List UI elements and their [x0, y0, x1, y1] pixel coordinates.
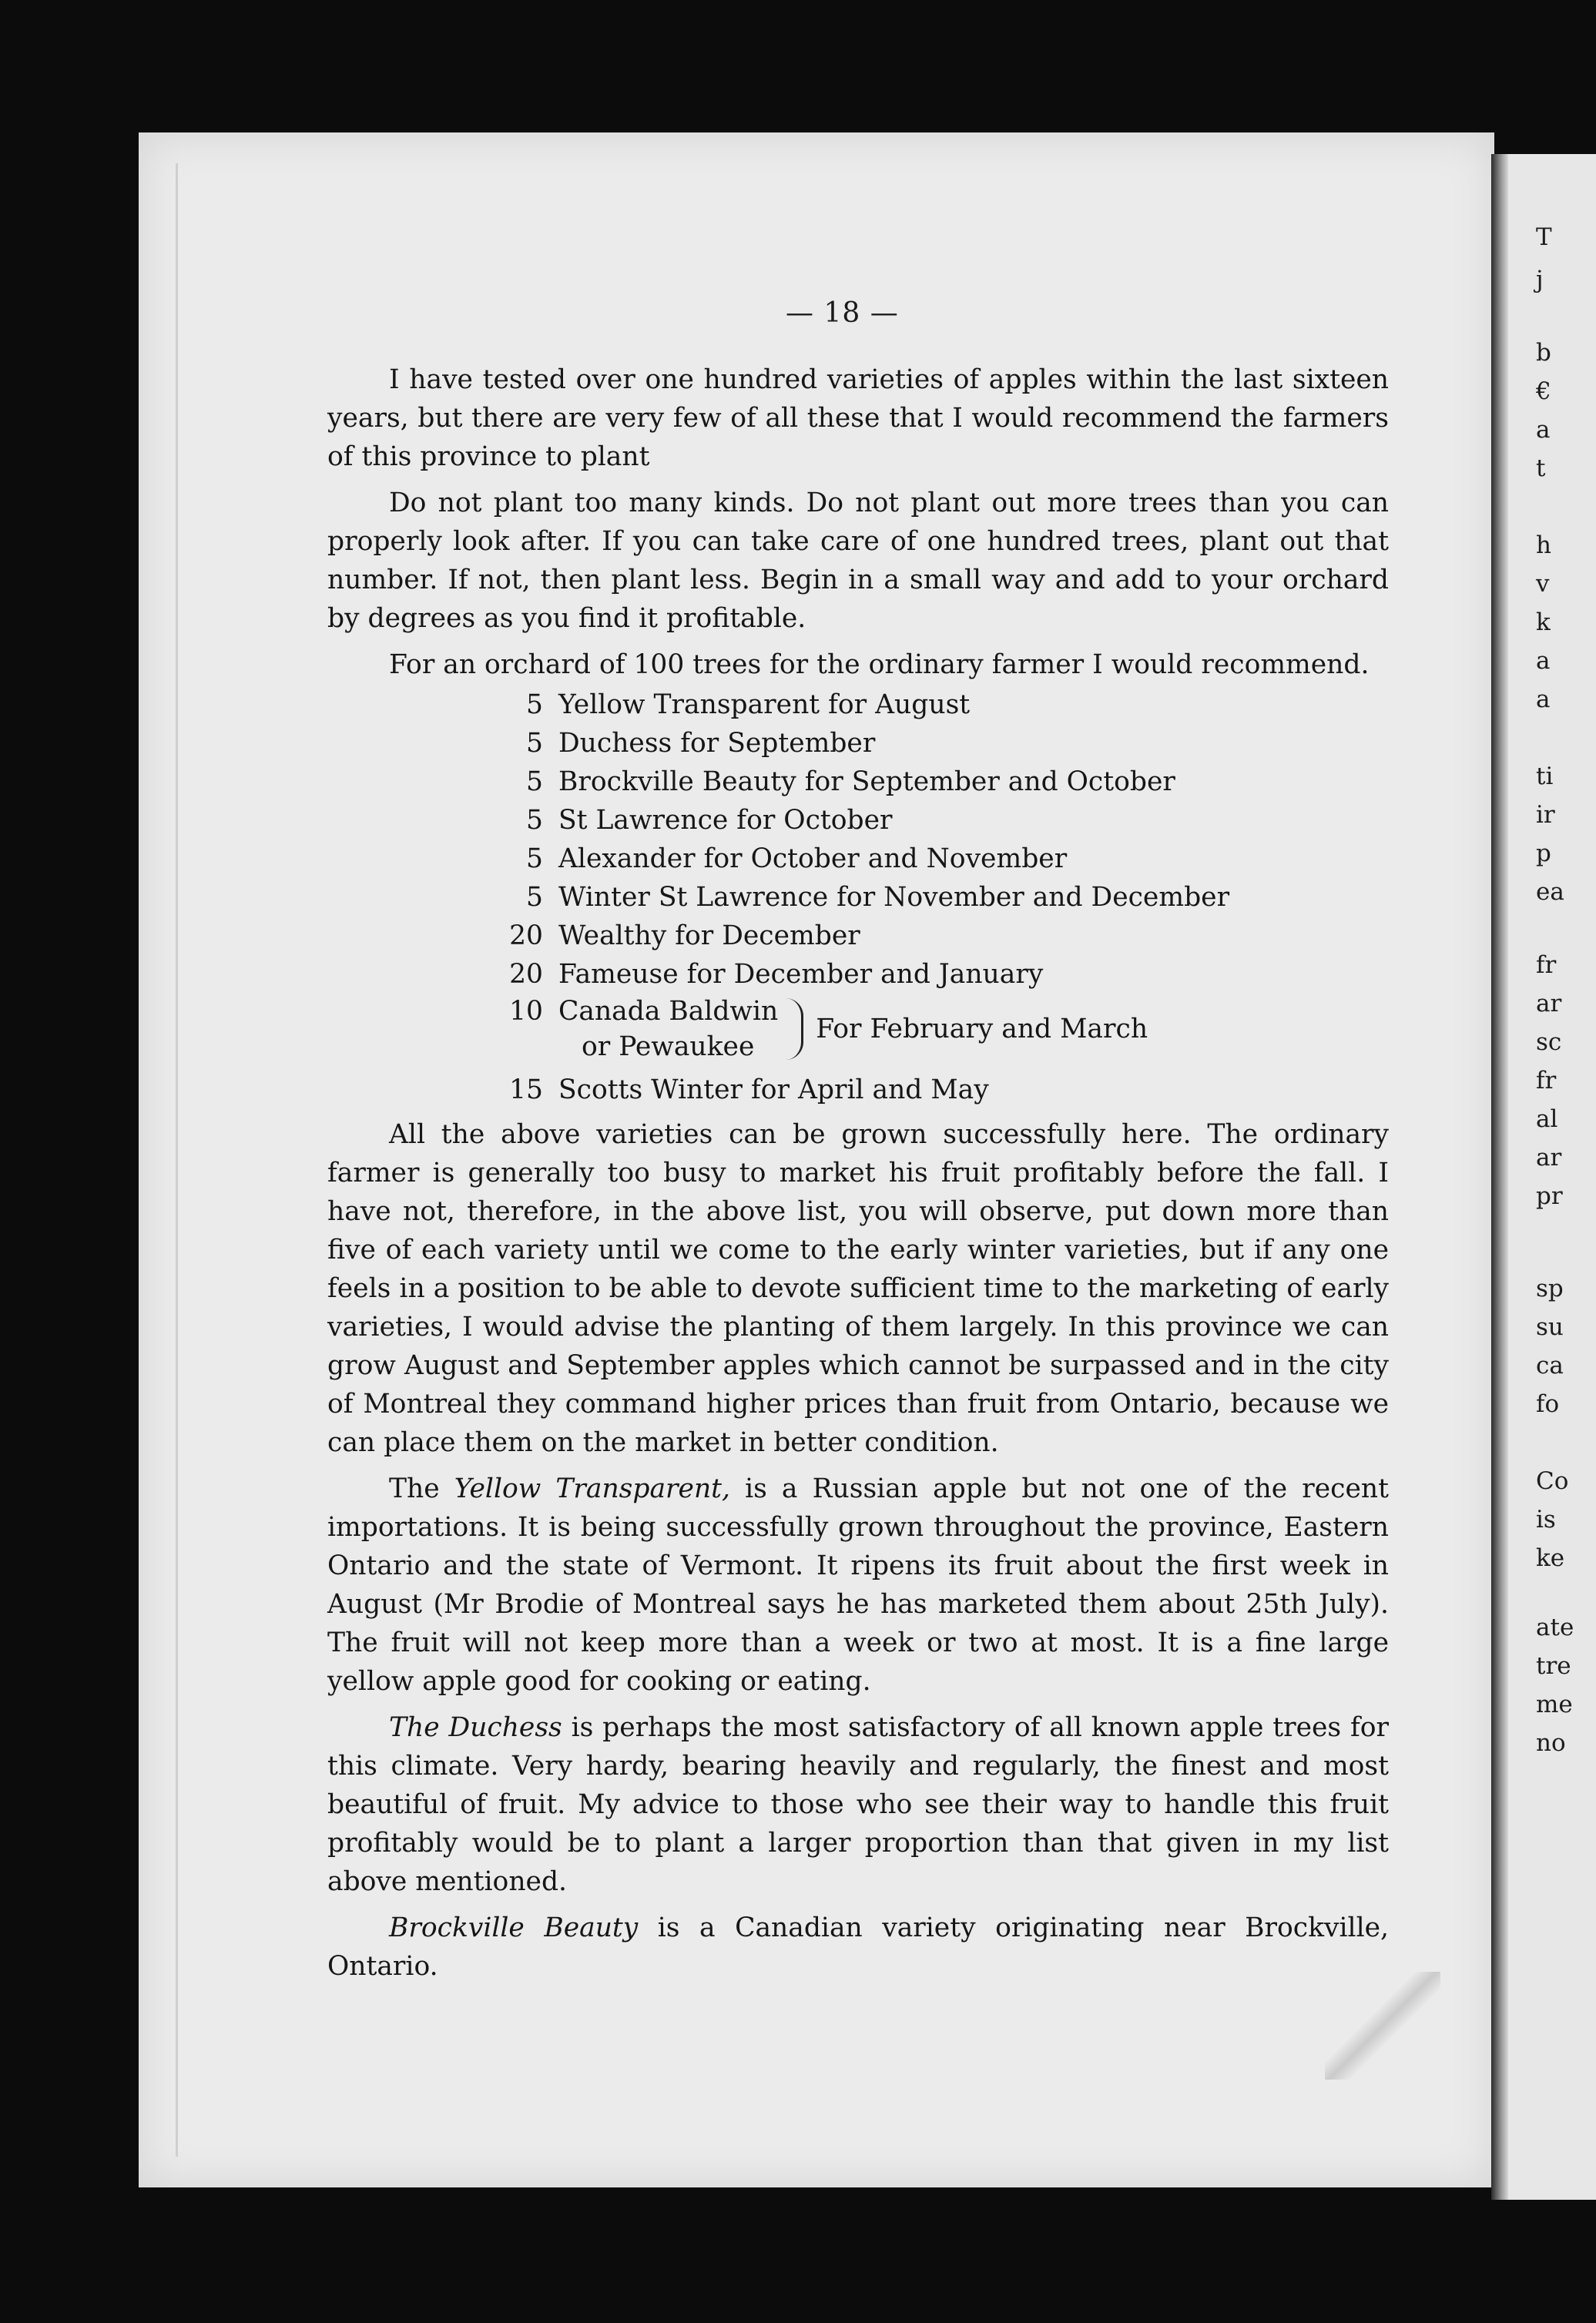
item-qty: 5	[526, 882, 543, 913]
item-text: Duchess for September	[558, 728, 876, 759]
facing-page-fragment: al	[1536, 1105, 1558, 1133]
facing-page-fragment: ca	[1536, 1352, 1564, 1379]
list-item-grouped	[327, 994, 1389, 1064]
item-qty: 5	[526, 728, 543, 759]
facing-page-fragment: k	[1536, 608, 1551, 636]
item-text: Yellow Transparent for August	[558, 689, 971, 720]
facing-page-fragment: ar	[1536, 990, 1562, 1017]
item-text: Winter St Lawrence for November and December	[558, 882, 1230, 913]
grouped-season: For February and March	[816, 1014, 1148, 1044]
facing-page-fragment: v	[1536, 570, 1550, 598]
facing-page-fragment: ti	[1536, 763, 1554, 790]
facing-page-fragment: a	[1536, 686, 1551, 713]
facing-page-fragment: a	[1536, 416, 1551, 444]
orchard-list	[327, 686, 1389, 1109]
item-qty: 5	[526, 843, 543, 874]
facing-page-fragment: €	[1536, 377, 1551, 405]
facing-page-fragment: is	[1536, 1506, 1556, 1534]
facing-page-fragment: sp	[1536, 1275, 1564, 1302]
item-text: Brockville Beauty for September and October	[558, 766, 1175, 797]
list-item	[327, 724, 1389, 763]
list-item	[327, 840, 1389, 878]
facing-page-fragment: fo	[1536, 1390, 1560, 1418]
item-text: St Lawrence for October	[558, 805, 893, 836]
facing-page-fragment: Co	[1536, 1467, 1569, 1495]
item-text: Fameuse for December and January	[558, 959, 1044, 990]
para-body: is a Russian apple but not one of the recent importations. It is being successfully grown throughout the province, Eastern Ontario and the state of Vermont. It ripens its fruit about the first week in August (Mr Brodie of Montreal says he has marketed them about 25th July). The fruit will not keep more than a week or two at most. It is a fine large yellow apple good for cooking or eating.	[327, 1473, 1389, 1697]
variety-title: The Duchess	[389, 1712, 562, 1743]
list-item	[327, 878, 1389, 917]
paragraph-duchess	[327, 1708, 1389, 1901]
page-number: — 18 —	[786, 297, 899, 329]
list-item	[327, 955, 1389, 994]
paragraph-brockville	[327, 1909, 1389, 1986]
list-item	[327, 1071, 1389, 1109]
list-item	[327, 801, 1389, 840]
facing-page-fragment: sc	[1536, 1028, 1562, 1056]
facing-page-fragment: fr	[1536, 951, 1557, 979]
item-qty: 15	[509, 1074, 543, 1105]
facing-page-fragment: t	[1536, 454, 1546, 482]
facing-page-fragment: pr	[1536, 1182, 1563, 1210]
grouped-names	[558, 994, 778, 1064]
facing-page-fragment: tre	[1536, 1652, 1571, 1680]
item-qty: 10	[509, 996, 543, 1027]
facing-page-fragment: ke	[1536, 1544, 1565, 1572]
variety-title: Brockville Beauty	[389, 1912, 639, 1943]
list-item	[327, 763, 1389, 801]
facing-page-fragment: T	[1536, 223, 1552, 251]
facing-page-fragment: h	[1536, 531, 1551, 559]
para-body: is a Canadian variety originating near Brockville, Ontario.	[327, 1912, 1389, 1982]
list-item	[327, 686, 1389, 724]
item-qty: 20	[509, 959, 543, 990]
paragraph-varieties: All the above varieties can be grown successfully here. The ordinary farmer is generally too busy to market his fruit profitably before the fall. I have not, therefore, in the above list, you will observe, put down more than five of each variety until we come to the early winter varieties, but if any one feels in a position to be able to devote sufficient time to the marketing of early varieties, I would advise the planting of them largely. In this province we can grow August and September apples which cannot be surpassed and in the city of Montreal they command higher prices than fruit from Ontario, because we can place them on the market in better condition.	[327, 1119, 1389, 1458]
paper-crease	[1325, 1972, 1440, 2080]
item-qty: 5	[526, 689, 543, 720]
curly-brace-icon	[786, 998, 803, 1060]
paragraph-intro: I have tested over one hundred varieties of apples within the last sixteen years, but there are very few of all these that I would recommend the farmers of this province to plant	[327, 364, 1389, 472]
facing-page-fragment: su	[1536, 1313, 1564, 1341]
item-name-alternate: or Pewaukee	[582, 1031, 755, 1062]
facing-page-fragment: no	[1536, 1729, 1566, 1757]
item-text: Alexander for October and November	[558, 843, 1068, 874]
para-lead: The	[389, 1473, 454, 1504]
facing-page-fragment: fr	[1536, 1067, 1557, 1094]
facing-page-fragment: ate	[1536, 1614, 1574, 1641]
facing-page-fragment: j	[1536, 266, 1544, 293]
variety-title: Yellow Transparent,	[454, 1473, 730, 1504]
facing-page-fragment: ir	[1536, 801, 1555, 829]
paragraph-yellow-transparent	[327, 1470, 1389, 1701]
item-qty: 5	[526, 766, 543, 797]
paragraph-advice: Do not plant too many kinds. Do not plant out more trees than you can properly look after. If you can take care of one hundred trees, plant out that number. If not, then plant less. Begin in a small way and add to your orchard by degrees as you find it profitable.	[327, 488, 1389, 634]
item-text: Scotts Winter for April and May	[558, 1074, 989, 1105]
item-qty: 20	[509, 920, 543, 951]
facing-page-fragment: me	[1536, 1691, 1573, 1718]
list-item	[327, 917, 1389, 955]
facing-page-fragment: b	[1536, 339, 1551, 367]
facing-page-fragment: ar	[1536, 1144, 1562, 1172]
paragraph-recommend: For an orchard of 100 trees for the ordinary farmer I would recommend.	[389, 649, 1370, 680]
facing-page-edge	[1491, 154, 1596, 2200]
item-text: Wealthy for December	[558, 920, 860, 951]
para-body: is perhaps the most satisfactory of all known apple trees for this climate. Very hardy, bearing heavily and regularly, the finest and most beautiful of fruit. My advice to those who see their way to handle this fruit profitably would be to plant a larger proportion than that given in my list above mentioned.	[327, 1712, 1389, 1897]
book-gutter	[1491, 154, 1508, 2200]
item-qty: 5	[526, 805, 543, 836]
facing-page-fragment: p	[1536, 840, 1551, 867]
item-name-primary: Canada Baldwin	[558, 996, 779, 1027]
facing-page-fragment: a	[1536, 647, 1551, 675]
facing-page-fragment: ea	[1536, 878, 1564, 906]
document-body	[327, 360, 1389, 1993]
